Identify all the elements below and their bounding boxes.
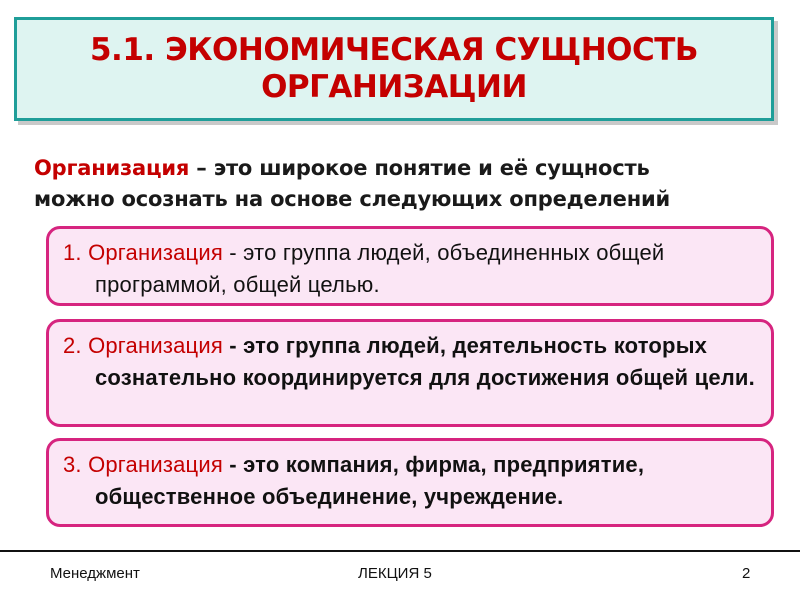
definition-text-2 xyxy=(63,330,757,394)
definition-number-3: 3. xyxy=(63,452,89,477)
footer-lecture-label: ЛЕКЦИЯ 5 xyxy=(358,565,432,582)
slide-title-box xyxy=(14,17,774,121)
slide-title-line-2: ОРГАНИЗАЦИИ xyxy=(261,69,527,105)
definition-box-1 xyxy=(46,226,774,306)
definition-body-1: - это группа людей, объединенных общей программой, общей целью. xyxy=(95,240,665,297)
definition-text-1 xyxy=(63,237,757,301)
intro-rest-line-1: – это широкое понятие и её сущность xyxy=(189,156,650,180)
footer-course-name: Менеджмент xyxy=(50,565,140,582)
definition-number-1: 1. xyxy=(63,240,89,265)
definition-term-2: Организация xyxy=(88,333,223,358)
footer-divider xyxy=(0,550,800,552)
definition-text-3 xyxy=(63,449,757,513)
footer-page-number: 2 xyxy=(742,565,751,582)
definition-body-3: - это компания, фирма, предприятие, общественное объединение, учреждение. xyxy=(95,452,645,509)
definition-body-2: - это группа людей, деятельность которых сознательно координируется для достижения общей цели. xyxy=(95,333,755,390)
intro-paragraph xyxy=(34,153,784,215)
definition-term-3: Организация xyxy=(88,452,223,477)
intro-line-1 xyxy=(34,153,784,184)
definition-number-2: 2. xyxy=(63,333,89,358)
definition-box-2 xyxy=(46,319,774,427)
slide-title-line-1: 5.1. ЭКОНОМИЧЕСКАЯ СУЩНОСТЬ xyxy=(89,32,699,68)
definition-box-3 xyxy=(46,438,774,527)
intro-term: Организация xyxy=(34,156,190,180)
definition-term-1: Организация xyxy=(88,240,223,265)
intro-line-2: можно осознать на основе следующих определений xyxy=(34,187,671,211)
